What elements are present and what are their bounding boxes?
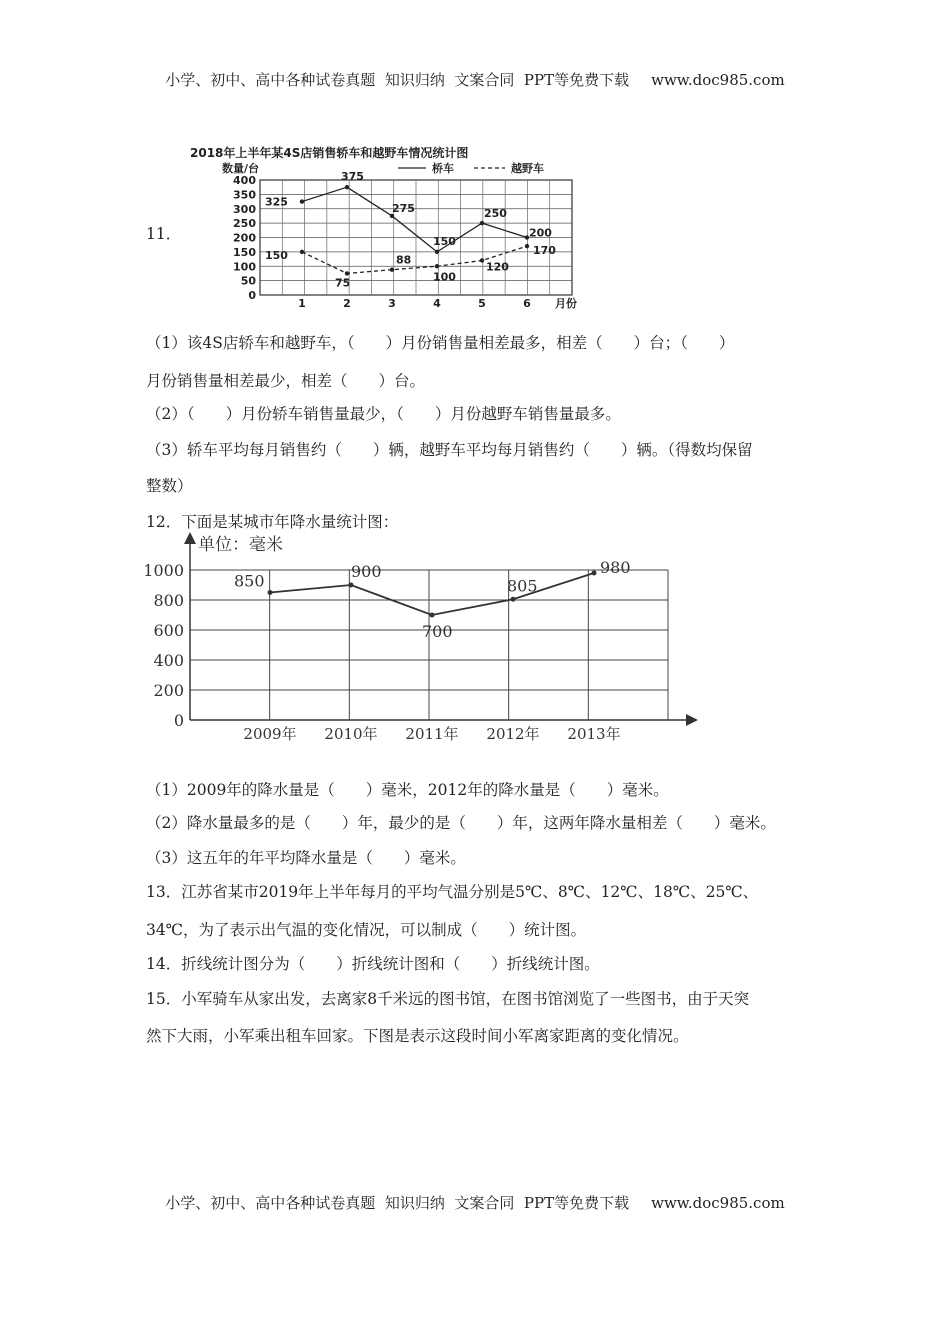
page-header [0, 69, 950, 90]
x-tick-label: 3 [388, 297, 396, 310]
y-tick-label: 600 [153, 621, 184, 640]
q12-line-3: （3）这五年的年平均降水量是（ ）毫米。 [146, 849, 466, 867]
q11-line-5: 整数） [146, 477, 193, 495]
y-axis-label: 数量/台 [222, 162, 260, 175]
y-tick-label: 400 [153, 651, 184, 670]
data-label: 200 [529, 226, 552, 240]
suv-point [390, 268, 394, 272]
suv-point [345, 271, 349, 275]
sales-chart-xticks [298, 297, 531, 310]
rainfall-point [430, 613, 435, 618]
q11-line-4: （3）轿车平均每月销售约（ ）辆，越野车平均每月销售约（ ）辆。（得数均保留 [146, 441, 753, 459]
suv-point [435, 264, 439, 268]
header-url[interactable]: www.doc985.com [651, 71, 785, 89]
rainfall-point [349, 583, 354, 588]
footer-text: 小学、初中、高中各种试卷真题 知识归纳 文案合同 PPT等免费下载 [165, 1194, 630, 1212]
suv-point [525, 244, 529, 248]
data-label: 75 [335, 276, 351, 290]
legend-solid-label: 桥车 [432, 162, 454, 175]
data-label: 150 [265, 248, 288, 262]
x-tick-label: 2010年 [324, 725, 378, 743]
q14-line: 14．折线统计图分为（ ）折线统计图和（ ）折线统计图。 [146, 955, 600, 973]
rainfall-point [592, 571, 597, 576]
data-label: 900 [351, 562, 382, 581]
y-tick-label: 350 [233, 188, 256, 202]
y-tick-label: 0 [248, 289, 256, 302]
rainfall-chart-xticks [243, 725, 620, 743]
sales-chart [190, 140, 590, 315]
page-footer [0, 1192, 950, 1213]
sedan-point [345, 185, 349, 189]
rainfall-chart [140, 530, 700, 750]
x-tick-label: 2011年 [405, 725, 459, 743]
footer-url[interactable]: www.doc985.com [651, 1194, 785, 1212]
data-label: 100 [433, 270, 456, 284]
y-tick-label: 800 [153, 591, 184, 610]
data-label: 275 [392, 201, 415, 215]
rainfall-chart-grid [190, 570, 668, 720]
y-tick-label: 0 [173, 711, 184, 730]
x-tick-label: 1 [298, 297, 306, 310]
y-tick-label: 1000 [143, 561, 184, 580]
header-text: 小学、初中、高中各种试卷真题 知识归纳 文案合同 PPT等免费下载 [165, 71, 630, 89]
rainfall-series-line [270, 573, 594, 615]
y-tick-label: 400 [233, 174, 256, 187]
legend-dashed-label: 越野车 [511, 162, 544, 175]
q11-line-1: （1）该4S店轿车和越野车，（ ）月份销售量相差最多，相差（ ）台；（ ） [146, 334, 735, 352]
data-label: 250 [484, 207, 507, 221]
sales-chart-yticks [233, 174, 256, 302]
suv-point [480, 258, 484, 262]
x-tick-label: 2013年 [567, 725, 621, 743]
y-tick-label: 100 [233, 260, 256, 274]
data-label: 375 [341, 170, 364, 184]
q11-line-3: （2）（ ）月份轿车销售量最少，（ ）月份越野车销售量最多。 [146, 405, 621, 423]
q11-line-2: 月份销售量相差最少，相差（ ）台。 [146, 372, 426, 390]
q15-line-2: 然下大雨，小军乘出租车回家。下图是表示这段时间小军离家距离的变化情况。 [146, 1027, 689, 1045]
data-label: 980 [600, 558, 631, 577]
data-label: 325 [265, 195, 288, 209]
y-tick-label: 200 [153, 681, 184, 700]
x-tick-label: 2 [343, 297, 351, 310]
data-label: 120 [486, 260, 509, 274]
rainfall-chart-yticks [143, 561, 184, 730]
sales-chart-series [265, 170, 556, 289]
q12-title: 12．下面是某城市年降水量统计图： [146, 513, 399, 531]
x-tick-label: 6 [523, 297, 531, 310]
unit-label: 单位：毫米 [198, 535, 283, 555]
data-label: 850 [234, 571, 265, 591]
y-tick-label: 300 [233, 202, 256, 216]
data-label: 150 [433, 234, 456, 248]
suv-point [300, 250, 304, 254]
x-tick-label: 2009年 [243, 725, 297, 743]
sales-chart-title: 2018年上半年某4S店销售轿车和越野车情况统计图 [190, 146, 469, 160]
y-tick-label: 200 [233, 231, 256, 245]
q13-line-2: 34℃，为了表示出气温的变化情况，可以制成（ ）统计图。 [146, 921, 587, 939]
data-label: 805 [507, 576, 538, 596]
y-tick-label: 150 [233, 245, 256, 259]
sedan-point [480, 221, 484, 225]
data-label: 88 [396, 253, 412, 267]
y-tick-label: 50 [240, 274, 256, 288]
rainfall-point [511, 597, 516, 602]
data-label: 170 [533, 244, 556, 258]
rainfall-point [268, 590, 273, 595]
sedan-point [435, 250, 439, 254]
data-label: 700 [422, 622, 453, 641]
x-tick-label: 5 [478, 297, 486, 310]
sedan-point [300, 199, 304, 203]
x-tick-label: 2012年 [486, 725, 540, 743]
x-tick-label: 4 [433, 297, 441, 310]
q11-number: 11． [146, 225, 182, 243]
x-axis-label: 月份 [555, 297, 577, 310]
q12-line-1: （1）2009年的降水量是（ ）毫米，2012年的降水量是（ ）毫米。 [146, 781, 669, 799]
y-tick-label: 250 [233, 217, 256, 231]
q15-line-1: 15．小军骑车从家出发，去离家8千米远的图书馆，在图书馆浏览了一些图书，由于天突 [146, 990, 750, 1008]
q13-line-1: 13．江苏省某市2019年上半年每月的平均气温分别是5℃、8℃、12℃、18℃、25℃、 [146, 883, 759, 901]
q12-line-2: （2）降水量最多的是（ ）年，最少的是（ ）年，这两年降水量相差（ ）毫米。 [146, 814, 776, 832]
